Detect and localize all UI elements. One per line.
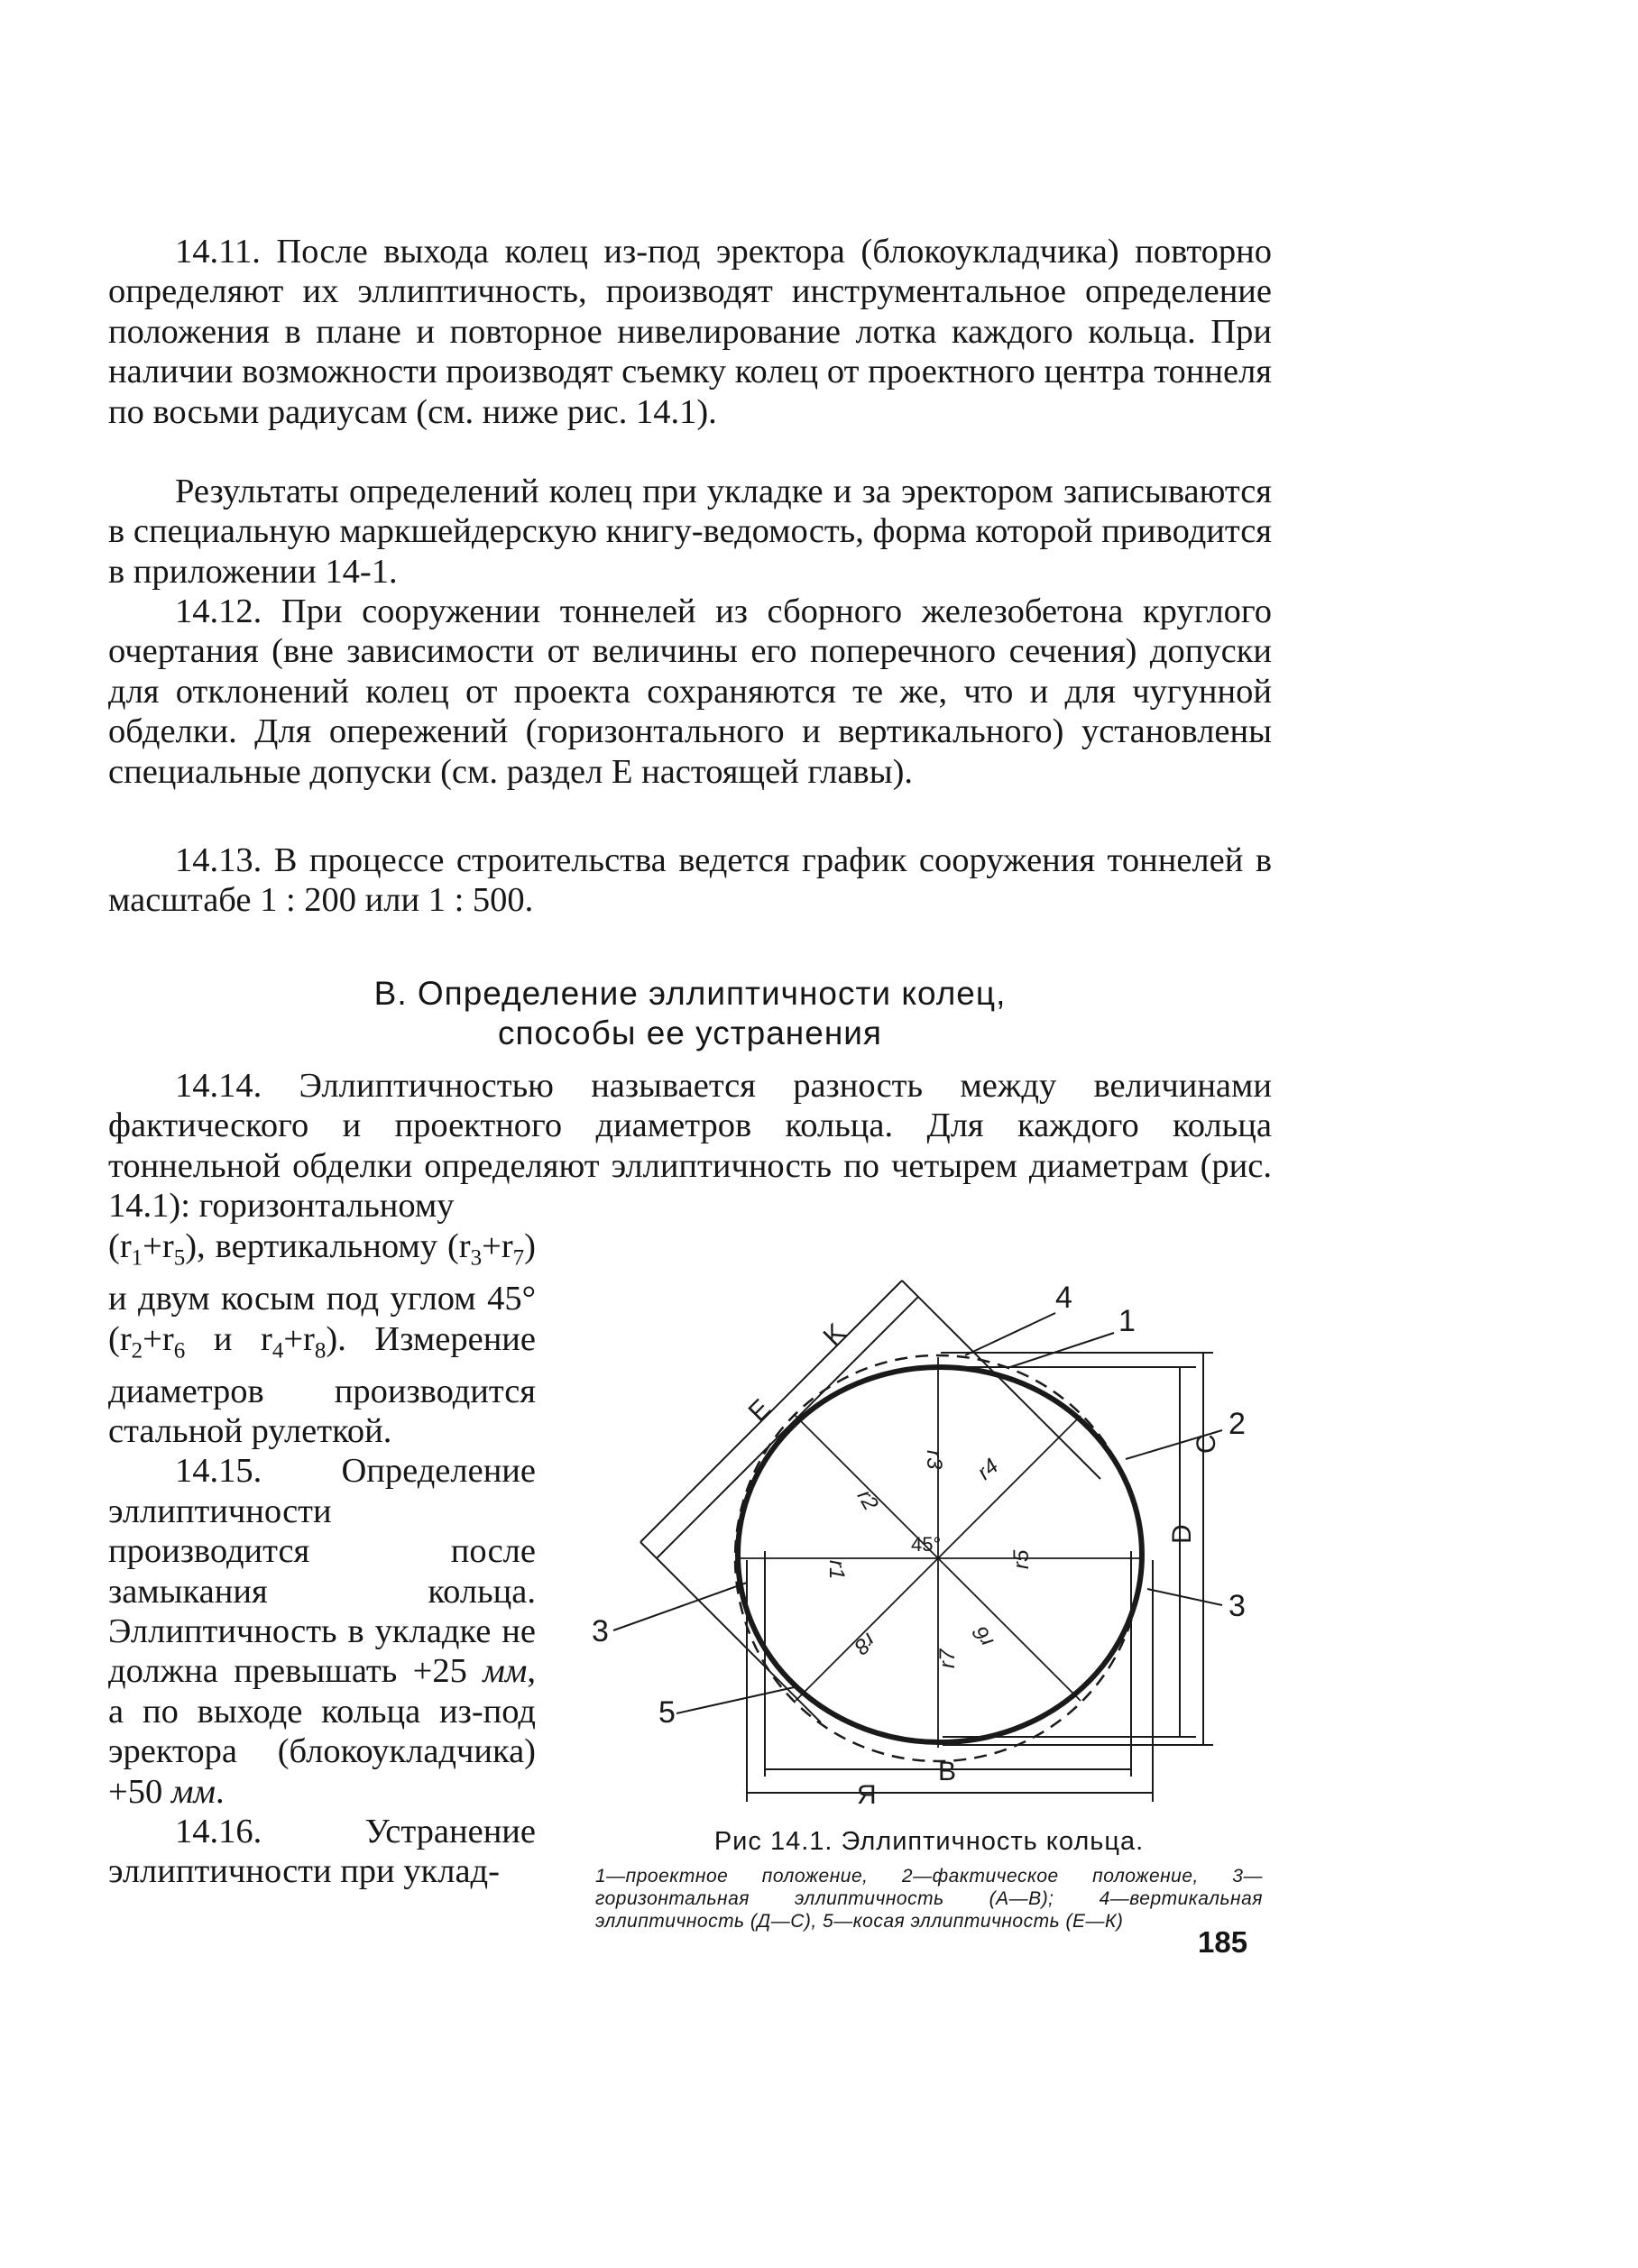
radius-line bbox=[938, 1558, 1081, 1701]
caption-title: Рис 14.1. Эллиптичность кольца. bbox=[713, 1827, 1145, 1856]
dimension-letters bbox=[743, 1318, 1221, 1804]
text-run: +r bbox=[482, 1227, 513, 1265]
leader-5 bbox=[676, 1686, 798, 1713]
label-r6: r6 bbox=[968, 1621, 999, 1651]
paragraph-results: Результаты определений колец при укладке и за эректором записываются в специальную маркшейдерскую книгу-ведомость, форма которой приводится в приложении 14-1. bbox=[108, 473, 1272, 591]
figure-ellipticity-diagram bbox=[586, 1253, 1272, 1804]
section-heading-line-2: способы ее устранения bbox=[498, 1015, 882, 1051]
subscript: 7 bbox=[512, 1245, 525, 1271]
callout-1: 1 bbox=[1118, 1304, 1136, 1338]
paragraph-14-14-continuation bbox=[108, 1226, 536, 1451]
label-K: K bbox=[817, 1318, 852, 1352]
label-r5: r5 bbox=[1009, 1549, 1034, 1569]
label-A: Я bbox=[857, 1780, 877, 1804]
subscript: 6 bbox=[173, 1338, 186, 1364]
ring-ellipticity-diagram bbox=[586, 1253, 1272, 1804]
subscript: 1 bbox=[131, 1245, 143, 1271]
label-r2: r2 bbox=[851, 1485, 883, 1515]
unit-mm: мм bbox=[170, 1772, 216, 1811]
unit-mm: мм bbox=[483, 1652, 528, 1691]
callout-3-left: 3 bbox=[592, 1614, 609, 1648]
page-number: 185 bbox=[1198, 1925, 1248, 1959]
radius-line bbox=[796, 1558, 938, 1701]
callout-4: 4 bbox=[1055, 1281, 1072, 1315]
callout-numbers bbox=[592, 1281, 1246, 1730]
subscript: 8 bbox=[314, 1338, 327, 1364]
subscript: 3 bbox=[470, 1245, 483, 1271]
text-run: 14.15. Определение эллиптичности производится после замыкания кольца. Эллиптичность в укладке не должна превышать +25 bbox=[108, 1452, 536, 1691]
angle-label: 45° bbox=[911, 1533, 942, 1556]
leader-3-left bbox=[613, 1583, 747, 1630]
paragraph-14-12: 14.12. При сооружении тоннелей из сборного железобетона круглого очертания (вне зависимости от величины его поперечного сечения) допуски для отклонений колец от проекта сохраняются те же, что и для чугунной обделки. Для опережений (горизонтального и вертикального) установлены специальные допуски (см. раздел Е настоящей главы). bbox=[108, 592, 1272, 791]
caption-legend: 1—проектное положение, 2—фактическое положение, 3—горизонтальная эллиптичность (А—В); 4—вертикальная эллиптичность (Д—С), 5—косая эллиптичность (Е—К) bbox=[595, 1866, 1263, 1932]
subscript: 2 bbox=[131, 1338, 143, 1364]
label-E: E bbox=[742, 1393, 778, 1428]
text-run: ). Измерение диаметров производится стальной рулеткой. bbox=[108, 1319, 536, 1450]
subscript: 5 bbox=[173, 1245, 186, 1271]
subscript: 4 bbox=[271, 1338, 284, 1364]
label-D: D bbox=[1167, 1524, 1197, 1544]
text-run: (r bbox=[108, 1227, 132, 1265]
paragraph-14-13: 14.13. В процессе строительства ведется график сооружения тоннелей в масштабе 1 : 200 или 1 : 500. bbox=[108, 841, 1272, 920]
label-r4: r4 bbox=[972, 1454, 1004, 1485]
paragraph-14-14: 14.14. Эллиптичностью называется разность между величинами фактического и проектного диаметров кольца. Для каждого кольца тоннельной обделки определяют эллиптичность по четырем диаметрам (рис. 14.1): горизонтальному bbox=[108, 1067, 1272, 1226]
label-r3: r3 bbox=[922, 1450, 946, 1470]
leader-1 bbox=[1010, 1333, 1114, 1367]
callout-3-right: 3 bbox=[1228, 1589, 1246, 1623]
callout-5: 5 bbox=[658, 1695, 676, 1730]
section-heading-line-1: В. Определение эллиптичности колец, bbox=[373, 975, 1007, 1012]
paragraph-14-11: 14.11. После выхода колец из-под эректора (блокоукладчика) повторно определяют их эллиптичность, производят инструментальное определение положения в плане и повторное нивелирование лотка каждого кольца. При наличии возможности производят съемку колец от проектного центра тоннеля по восьми радиусам (см. ниже рис. 14.1). bbox=[108, 233, 1272, 431]
radius-labels bbox=[824, 1450, 1034, 1668]
paragraph-14-15 bbox=[108, 1451, 536, 1812]
figure-caption bbox=[595, 1825, 1263, 1933]
text-run: и r bbox=[185, 1319, 272, 1358]
paragraph-14-16: 14.16. Устранение эллиптичности при уклад- bbox=[108, 1813, 536, 1891]
text-run: ) и двум косым под углом 45° (r bbox=[108, 1227, 536, 1358]
leader-4 bbox=[965, 1313, 1055, 1355]
text-run: . bbox=[215, 1772, 225, 1811]
narrow-text-column bbox=[108, 1226, 536, 1892]
label-C: C bbox=[1192, 1434, 1221, 1454]
text-run: ), вертикальному (r bbox=[185, 1227, 471, 1265]
label-B: B bbox=[938, 1757, 957, 1786]
text-run: +r bbox=[143, 1319, 174, 1358]
text-run: +r bbox=[283, 1319, 315, 1358]
text-run: +r bbox=[143, 1227, 174, 1265]
callout-2: 2 bbox=[1228, 1407, 1246, 1441]
leader-3-right bbox=[1147, 1589, 1222, 1605]
dimension-line-K bbox=[657, 1297, 918, 1558]
section-heading bbox=[108, 974, 1272, 1053]
label-r8: r8 bbox=[849, 1628, 880, 1659]
label-r7: r7 bbox=[935, 1648, 960, 1668]
text-run: , а по выходе кольца из-под эректора (блокоукладчика) +50 bbox=[108, 1652, 536, 1811]
label-r1: r1 bbox=[824, 1560, 849, 1580]
